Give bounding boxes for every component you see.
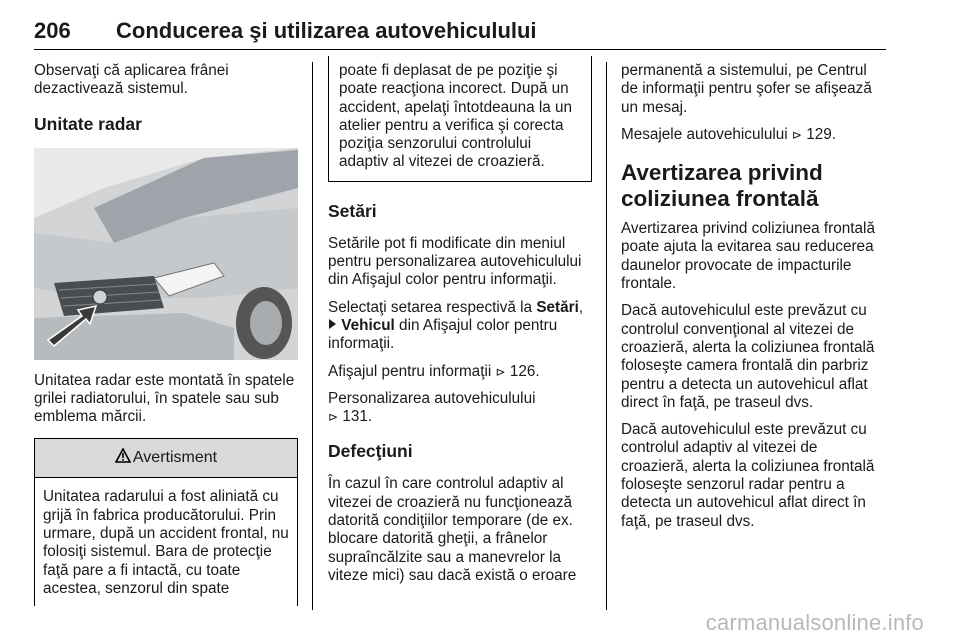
collision-paragraph-2: Dacă autovehiculul este prevăzut cu controlul convenţional al vitezei de croazieră, alerta la coliziunea frontală foloseşte camera frontală din parbriz pentru a detecta un autovehicul aflat direct în faţă, pe traseul dvs. [621, 302, 875, 411]
settings-path-paragraph: Selectaţi setarea respectivă la Setări, Vehicul din Afişajul color pentru informaţii. [328, 298, 584, 353]
warning-box-right-border [297, 496, 298, 594]
car-front-illustration [34, 148, 298, 360]
vehicle-messages-reference: Mesajele autovehiculului ⊳ 129. [621, 125, 837, 143]
column-right [621, 62, 887, 540]
column-divider [312, 62, 313, 610]
page-reference-icon: ⊳ [495, 364, 506, 379]
radar-description: Unitatea radar este montată în spatele grilei radiatorului, în spatele sau sub emblema mărcii. [34, 371, 295, 426]
column-middle [328, 62, 592, 594]
warning-triangle-icon [115, 448, 131, 468]
warning-box-continued: poate fi deplasat de pe poziţie şi poate reacţiona incorect. După un accident, apelaţi întotdeauna la un atelier pentru a verifica şi corecta poziţia senzorului controlului adaptiv al vitezei de croazieră. [328, 56, 592, 182]
faults-paragraph: În cazul în care controlul adaptiv al vitezei de croazieră nu funcţionează datorită condiţiilor temporare (de ex. blocare datorită gheţii, a frânelor supraîncălzite sau a manevrelor la viteze mici) sau dacă există o eroare [328, 475, 577, 584]
warning-box [34, 438, 298, 606]
settings-paragraph: Setările pot fi modificate din meniul pentru personalizarea autovehiculului din Afişajul color pentru informaţii. [328, 234, 582, 289]
radar-unit-photo [34, 148, 298, 360]
warning-body: Unitatea radarului a fost aliniată cu grijă în fabrica producătorului. Prin urmare, după un accident frontal, nu folosiţi sistemul. Bara de protecţie faţă pare a fi intactă, cu toate acestea, senzorul din spate [43, 488, 289, 597]
header-rule [34, 49, 886, 50]
continued-paragraph: permanentă a sistemului, pe Centrul de informaţii pentru şofer se afişează un mesaj. [621, 62, 872, 116]
menu-arrow-icon [328, 317, 341, 334]
warning-title: Avertisment [132, 449, 218, 467]
chapter-title: Conducerea şi utilizarea autovehiculului [116, 18, 537, 43]
heading-forward-collision-alert: Avertizarea privind coliziunea frontală [621, 160, 823, 212]
warning-box-left-border [34, 496, 35, 594]
info-display-reference: Afişajul pentru informaţii ⊳ 126. [328, 362, 540, 380]
page-reference-icon: ⊳ [791, 127, 802, 142]
column-left [34, 62, 298, 606]
intro-paragraph: Observaţi că aplicarea frânei dezactivează sistemul. [34, 62, 229, 98]
heading-settings: Setări [328, 200, 377, 221]
heading-radar-unit: Unitate radar [34, 113, 142, 134]
warning-header [35, 439, 297, 478]
watermark: carmanualsonline.info [705, 610, 924, 635]
page-link-131[interactable]: 131 [342, 408, 368, 426]
collision-paragraph-1: Avertizarea privind coliziunea frontală poate ajuta la evitarea sau reducerea daunelor provocate de impacturile frontale. [621, 220, 875, 293]
heading-faults: Defecţiuni [328, 441, 413, 462]
column-divider [606, 62, 607, 610]
page-number: 206 [34, 18, 71, 43]
personalization-reference: Personalizarea autovehiculului ⊳ 131. [328, 389, 536, 426]
menu-setari: Setări [536, 298, 579, 316]
page-reference-icon: ⊳ [328, 410, 339, 425]
page-header [34, 18, 886, 52]
page-link-126[interactable]: 126 [509, 362, 536, 380]
page-link-129[interactable]: 129 [806, 125, 832, 143]
menu-vehicul: Vehicul [341, 316, 395, 334]
collision-paragraph-3: Dacă autovehiculul este prevăzut cu controlul adaptiv al vitezei de croazieră, alerta la coliziunea frontală foloseşte senzorul radar pentru a detecta un autovehicul aflat direct în faţă, pe traseul dvs. [621, 421, 875, 530]
